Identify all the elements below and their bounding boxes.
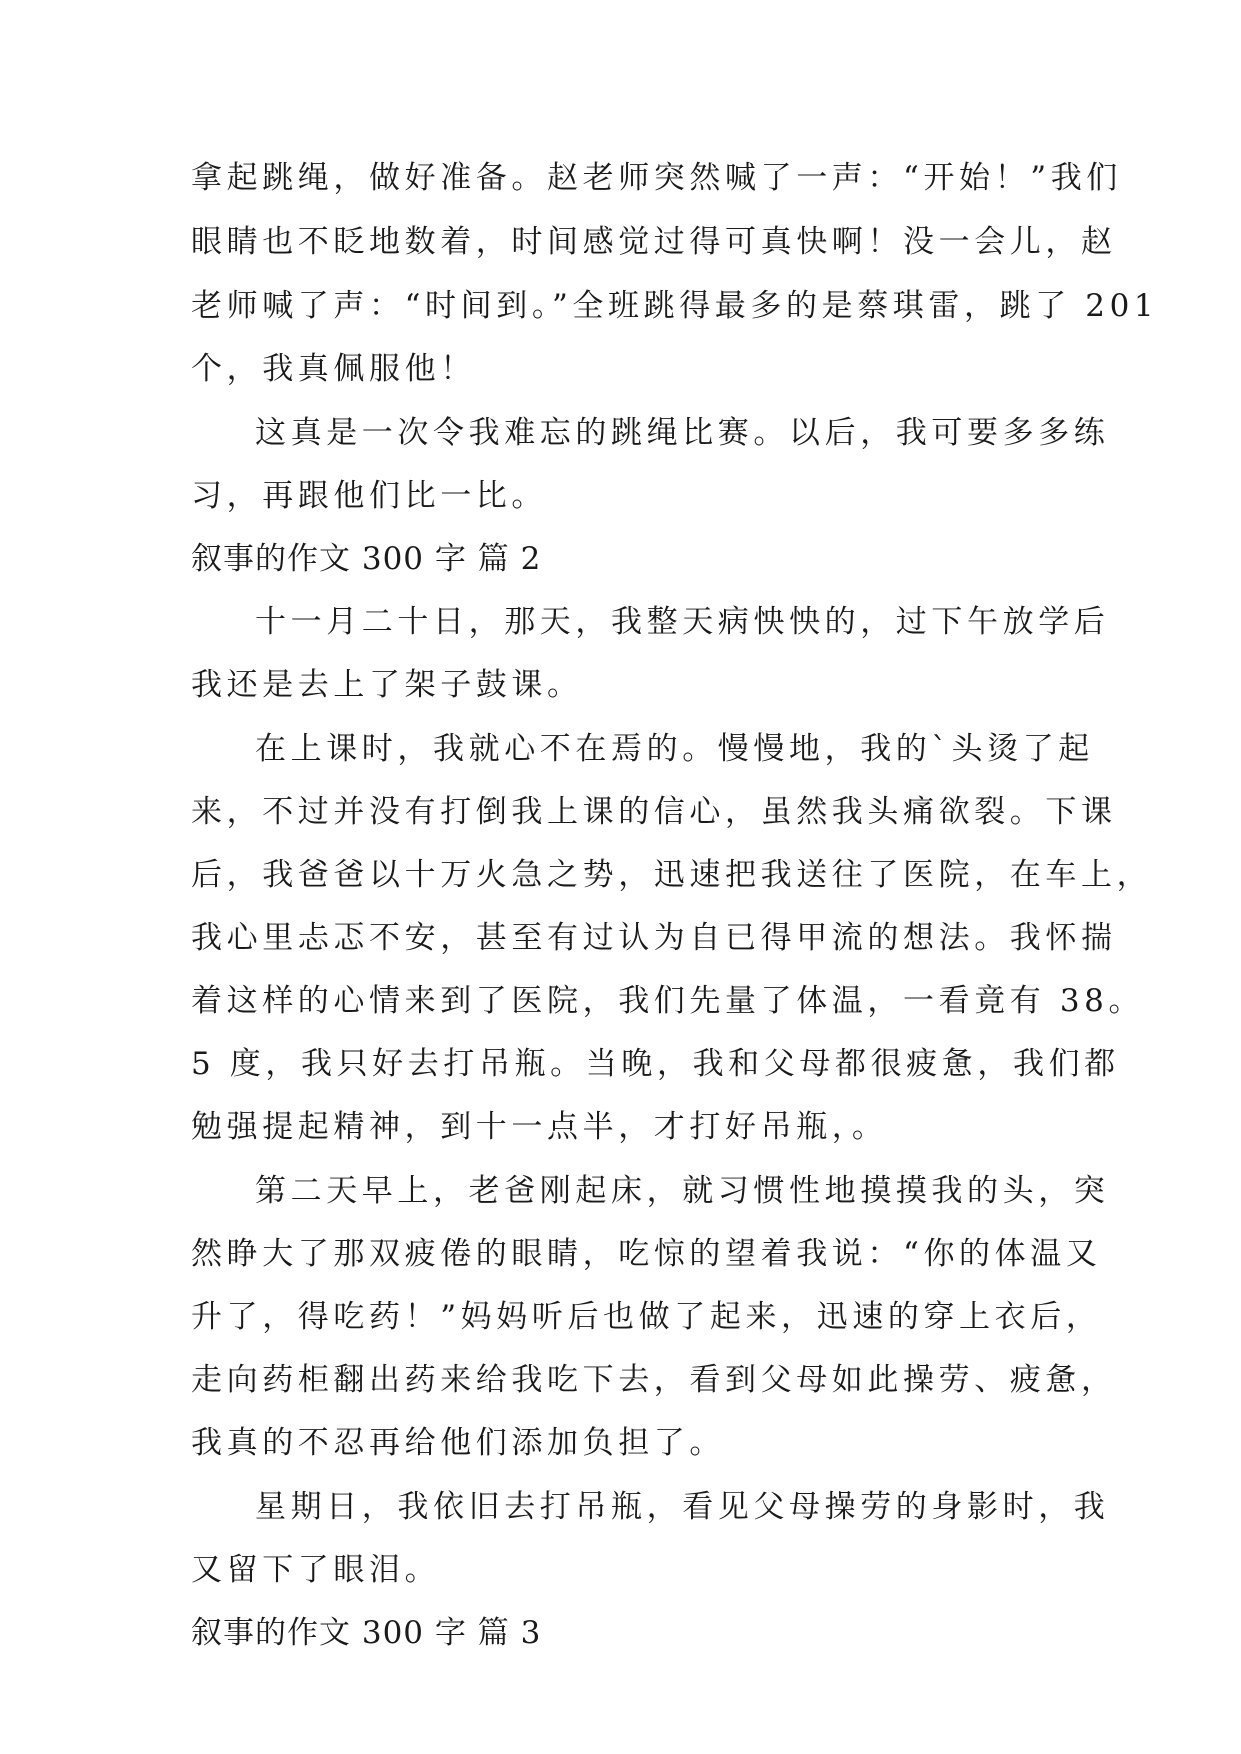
paragraph-line: 我真的不忍再给他们添加负担了。	[191, 1425, 725, 1461]
paragraph-line: 着这样的心情来到了医院，我们先量了体温，一看竟有 38。	[191, 983, 1145, 1019]
section-heading: 叙事的作文 300 字 篇 2	[191, 541, 542, 577]
section-heading: 叙事的作文 300 字 篇 3	[191, 1615, 542, 1651]
paragraph-line: 老师喊了声：“时间到。”全班跳得最多的是蔡琪雷，跳了 201	[191, 288, 1159, 324]
paragraph-line: 眼睛也不眨地数着，时间感觉过得可真快啊！没一会儿，赵	[191, 224, 1117, 260]
paragraph-line: 又留下了眼泪。	[191, 1552, 441, 1588]
paragraph-line: 十一月二十日，那天，我整天病怏怏的，过下午放学后	[255, 604, 1110, 640]
paragraph-line: 星期日，我依旧去打吊瓶，看见父母操劳的身影时，我	[255, 1489, 1110, 1525]
paragraph-line: 在上课时，我就心不在焉的。慢慢地，我的`头烫了起	[255, 731, 1094, 767]
paragraph-line: 拿起跳绳，做好准备。赵老师突然喊了一声：“开始！”我们	[191, 160, 1122, 196]
paragraph-line: 第二天早上，老爸刚起床，就习惯性地摸摸我的头，突	[255, 1173, 1110, 1209]
paragraph-line: 升了，得吃药！”妈妈听后也做了起来，迅速的穿上衣后，	[191, 1299, 1102, 1335]
paragraph-line: 然睁大了那双疲倦的眼睛，吃惊的望着我说：“你的体温又	[191, 1236, 1102, 1272]
paragraph-line: 习，再跟他们比一比。	[191, 478, 547, 514]
paragraph-line: 走向药柜翻出药来给我吃下去，看到父母如此操劳、疲惫，	[191, 1362, 1117, 1398]
paragraph-line: 勉强提起精神，到十一点半，才打好吊瓶，。	[191, 1109, 888, 1145]
paragraph-line: 来，不过并没有打倒我上课的信心，虽然我头痛欲裂。下课	[191, 794, 1117, 830]
paragraph-line: 我心里忐忑不安，甚至有过认为自已得甲流的想法。我怀揣	[191, 920, 1117, 956]
paragraph-line: 5 度，我只好去打吊瓶。当晚，我和父母都很疲惫，我们都	[191, 1046, 1120, 1082]
paragraph-line: 个，我真佩服他！	[191, 351, 476, 387]
paragraph-line: 我还是去上了架子鼓课。	[191, 667, 583, 703]
paragraph-line: 这真是一次令我难忘的跳绳比赛。以后，我可要多多练	[255, 415, 1110, 451]
paragraph-line: 后，我爸爸以十万火急之势，迅速把我送往了医院，在车上，	[191, 857, 1153, 893]
